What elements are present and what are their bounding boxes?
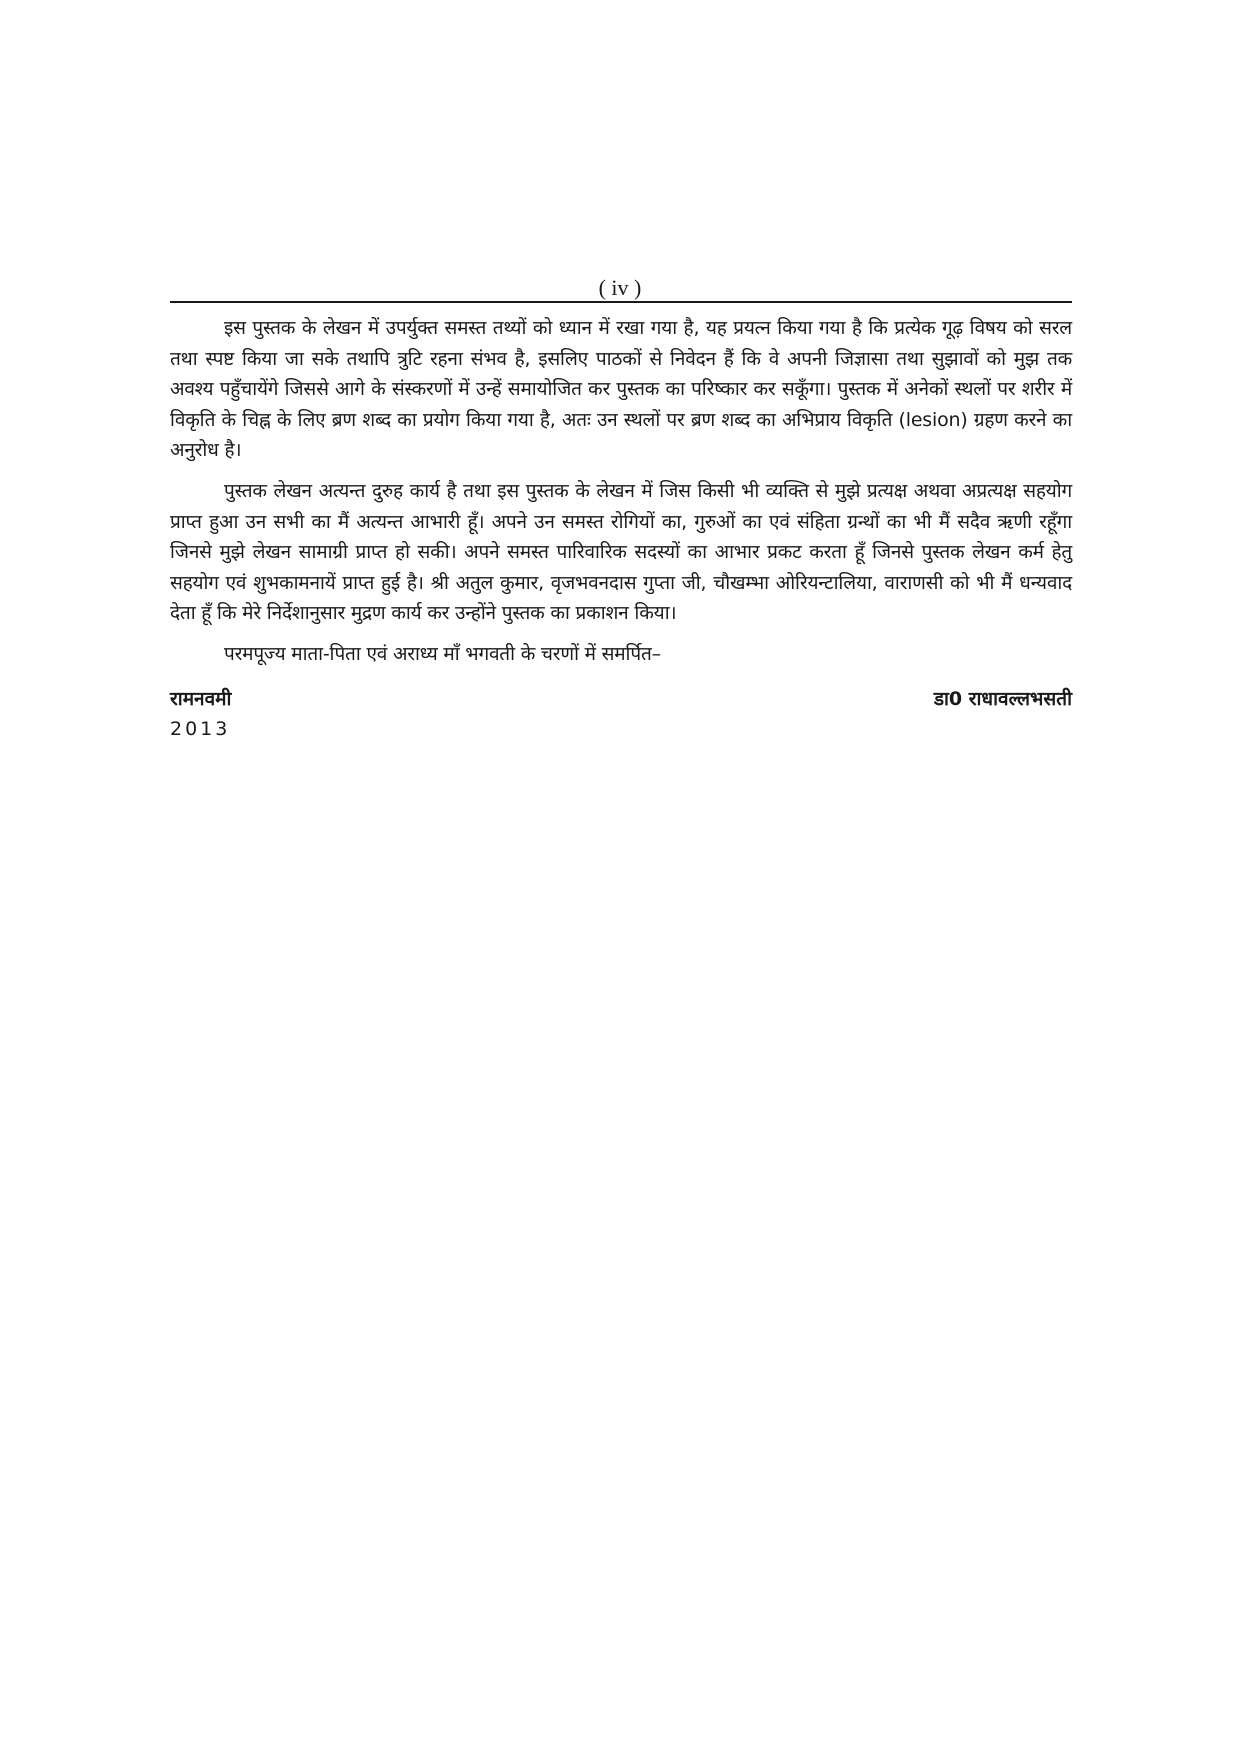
year-label: 2013	[170, 718, 231, 740]
paragraph-dedication: परमपूज्य माता-पिता एवं अराध्य माँ भगवती के चरणों में समर्पित–	[224, 642, 661, 665]
page-number: ( iv )	[598, 275, 642, 300]
preface-body	[170, 313, 1072, 680]
paragraph-suggestions: इस पुस्तक के लेखन में उपर्युक्त समस्त तथ्यों को ध्यान में रखा गया है, यह प्रयत्न किया गया है कि प्रत्येक गूढ़ विषय को सरल तथा स्पष्ट किया जा सके तथापि त्रुटि रहना संभव है, इसलिए पाठकों से निवेदन हैं कि वे अपनी जिज्ञासा तथा सुझावों को मुझ तक अवश्य पहुँचायेंगे जिससे आगे के संस्करणों में उन्हें समायोजित कर पुस्तक का परिष्कार कर सकूँगा। पुस्तक में अनेकों स्थलों पर शरीर में विकृति के चिह्न के लिए ब्रण शब्द का प्रयोग किया गया है, अतः उन स्थलों पर ब्रण शब्द का अभिप्राय विकृति (lesion) ग्रहण करने का अनुरोध है।	[170, 317, 1072, 462]
author-name: डा0 राधावल्लभसती	[933, 688, 1072, 710]
header-divider	[170, 301, 1072, 303]
occasion-label: रामनवमी	[170, 688, 232, 710]
paragraph-acknowledgements: पुस्तक लेखन अत्यन्त दुरुह कार्य है तथा इस पुस्तक के लेखन में जिस किसी भी व्यक्ति से मुझे प्रत्यक्ष अथवा अप्रत्यक्ष सहयोग प्राप्त हुआ उन सभी का मैं अत्यन्त आभारी हूँ। अपने उन समस्त रोगियों का, गुरुओं का एवं संहिता ग्रन्थों का भी मैं सदैव ऋणी रहूँगा जिनसे मुझे लेखन सामाग्री प्राप्त हो सकी। अपने समस्त पारिवारिक सदस्यों का आभार प्रकट करता हूँ जिनसे पुस्तक लेखन कर्म हेतु सहयोग एवं शुभकामनायें प्राप्त हुई है। श्री अतुल कुमार, वृजभवनदास गुप्ता जी, चौखम्भा ओरियन्टालिया, वाराणसी को भी मैं धन्यवाद देता हूँ कि मेरे निर्देशानुसार मुद्रण कार्य कर उन्होंने पुस्तक का प्रकाशन किया।	[170, 479, 1072, 625]
signature-row	[170, 684, 1072, 714]
